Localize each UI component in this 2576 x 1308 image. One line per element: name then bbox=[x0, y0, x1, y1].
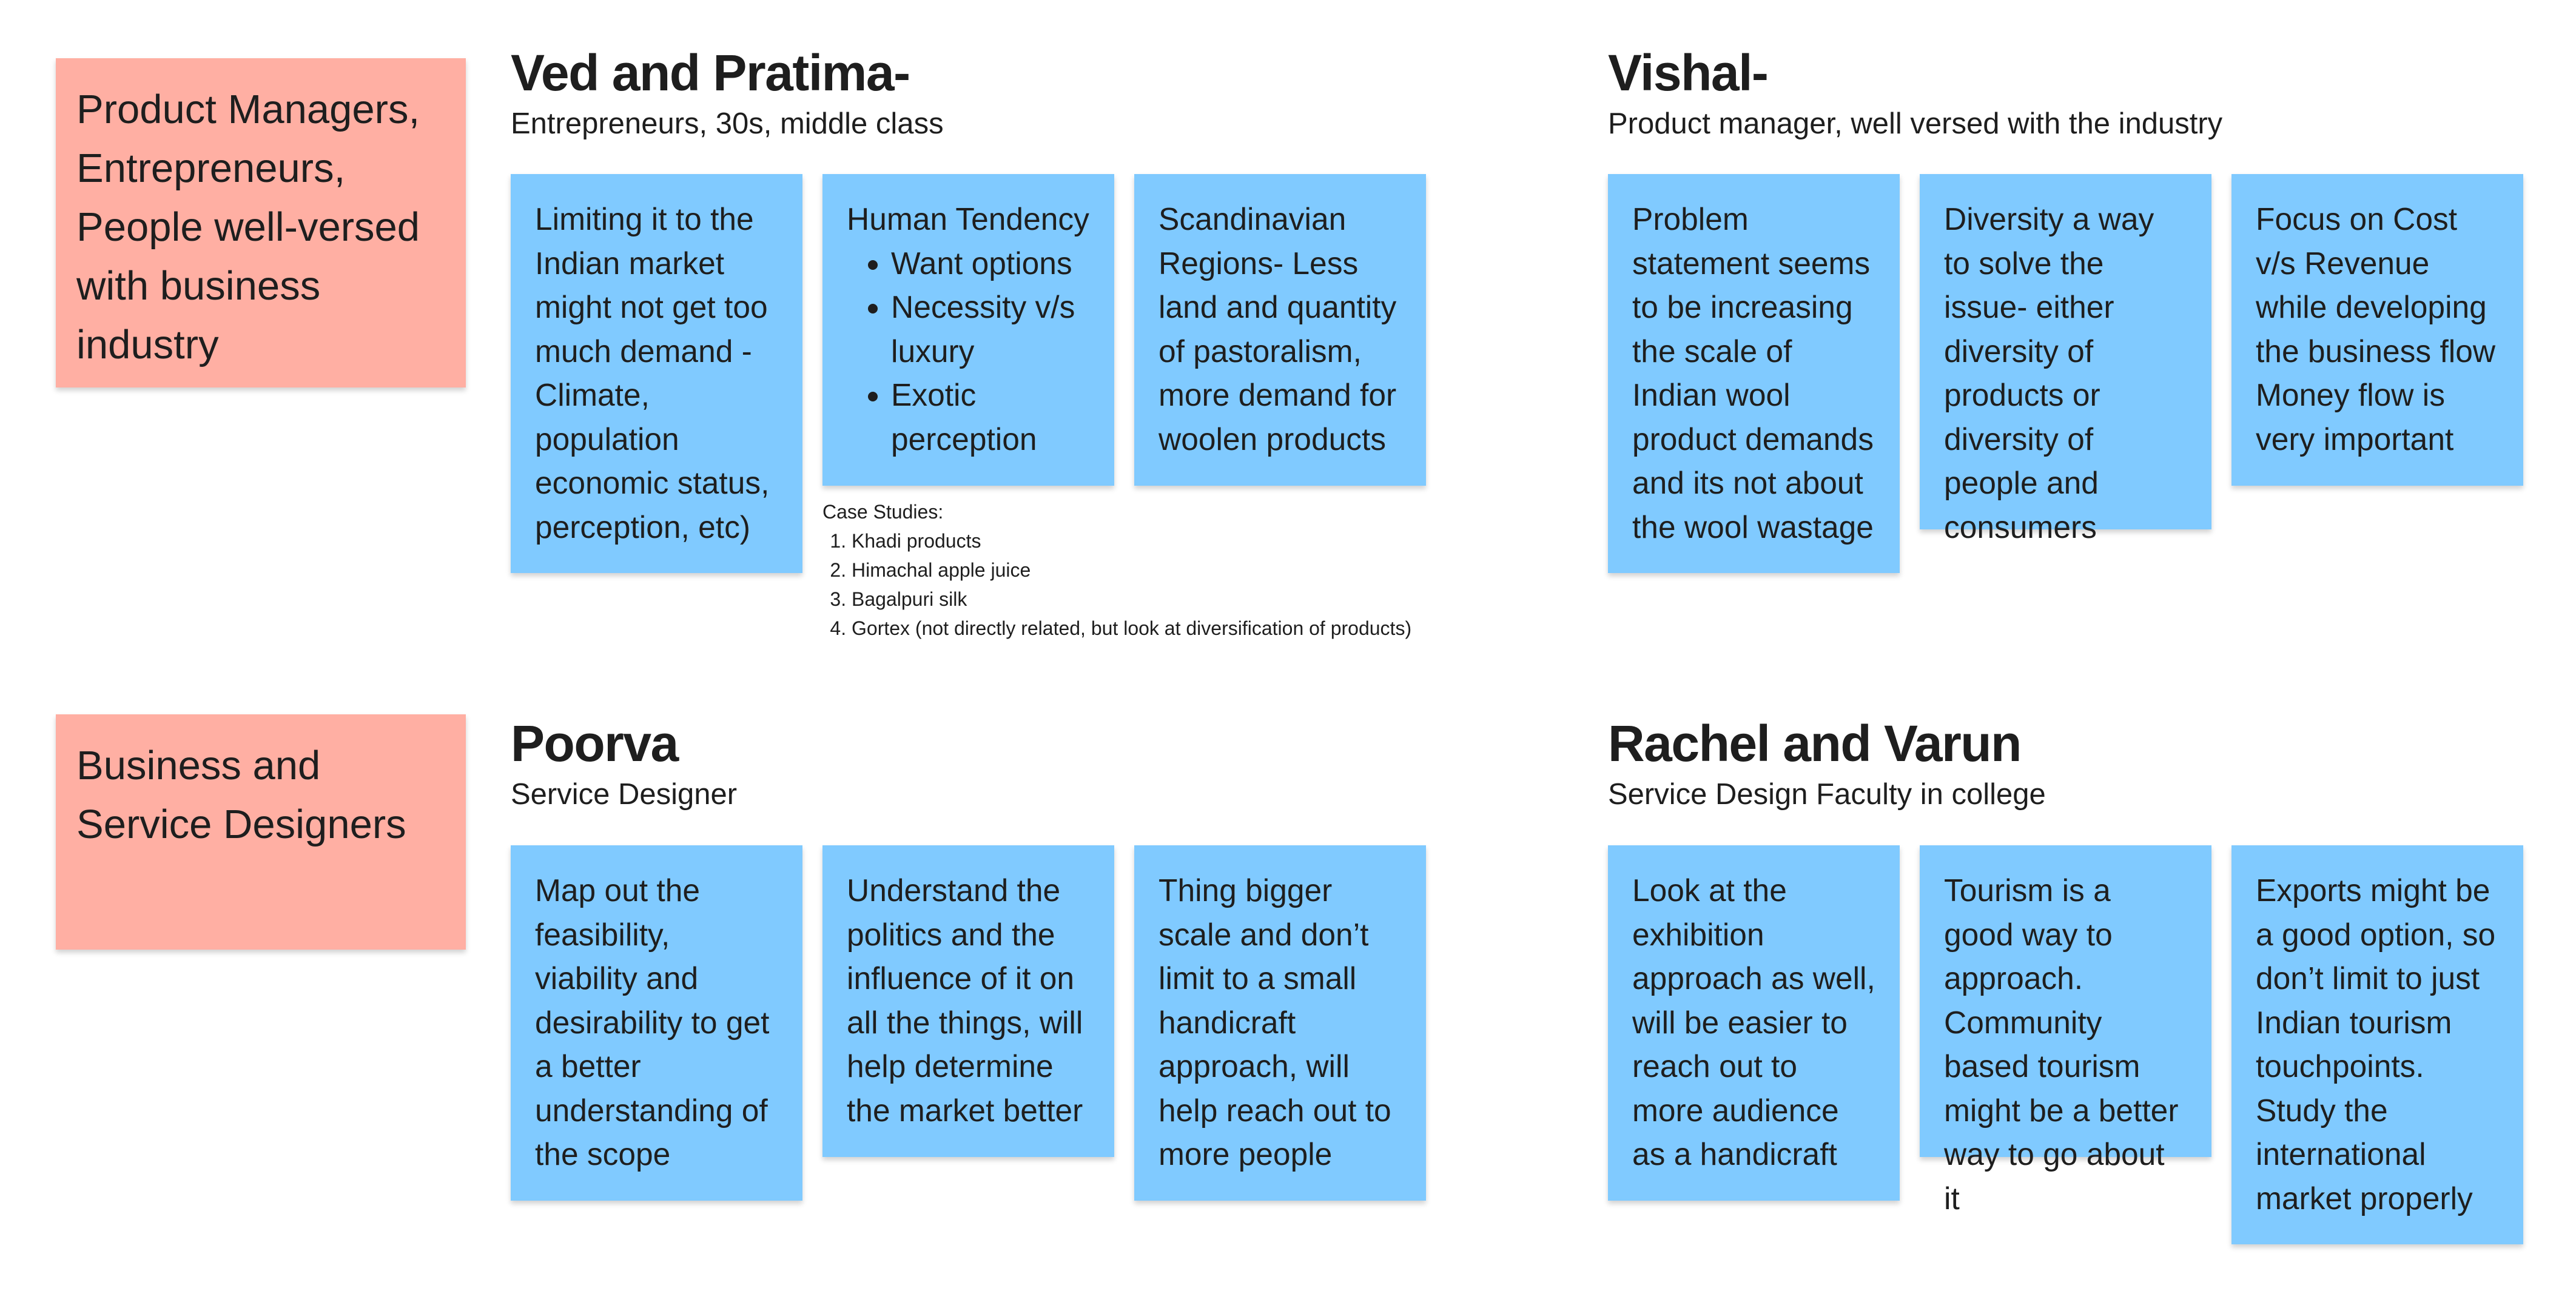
note-sticky[interactable] bbox=[1608, 174, 1900, 573]
note-sticky[interactable] bbox=[822, 845, 1114, 1157]
persona-name-ved-pratima: Ved and Pratima- bbox=[511, 44, 910, 101]
persona-name-vishal: Vishal- bbox=[1608, 44, 1768, 101]
note-sticky[interactable] bbox=[1608, 845, 1900, 1201]
note-text: Diversity a way to solve the issue- either diversity of products or diversity of people and consumers bbox=[1944, 201, 2154, 545]
note-bullet: • Necessity v/s luxury bbox=[891, 285, 1090, 373]
note-text: Scandinavian Regions- Less land and quantity of pastoralism, more demand for woolen products bbox=[1159, 201, 1397, 457]
persona-name-rachel-varun: Rachel and Varun bbox=[1608, 715, 2021, 772]
case-studies-list bbox=[822, 526, 1411, 643]
group-sticky-designers[interactable] bbox=[56, 714, 466, 950]
note-sticky[interactable] bbox=[1920, 174, 2211, 545]
note-text: Understand the politics and the influence of it on all the things, will help determine the market better bbox=[847, 873, 1083, 1128]
note-text: Map out the feasibility, viability and desirability to get a better understanding of the scope bbox=[535, 873, 770, 1172]
note-sticky[interactable] bbox=[2231, 845, 2523, 1244]
case-studies-title: Case Studies: bbox=[822, 501, 944, 523]
group-sticky-label: Business and Service Designers bbox=[76, 743, 406, 847]
note-sticky[interactable] bbox=[1134, 845, 1426, 1201]
note-sticky[interactable] bbox=[511, 174, 802, 573]
case-study-item: 2. Himachal apple juice bbox=[852, 555, 1411, 585]
group-sticky-product-managers[interactable] bbox=[56, 58, 466, 387]
case-study-item: 3. Bagalpuri silk bbox=[852, 585, 1411, 614]
note-bullet: • Want options bbox=[891, 241, 1090, 286]
persona-description-vishal: Product manager, well versed with the industry bbox=[1608, 107, 2223, 140]
persona-description-poorva: Service Designer bbox=[511, 778, 738, 811]
note-title: Human Tendency bbox=[847, 201, 1089, 236]
note-sticky[interactable] bbox=[822, 174, 1114, 486]
note-sticky[interactable] bbox=[2231, 174, 2523, 486]
persona-description-rachel-varun: Service Design Faculty in college bbox=[1608, 778, 2046, 811]
persona-description-ved-pratima: Entrepreneurs, 30s, middle class bbox=[511, 107, 944, 140]
note-sticky[interactable] bbox=[1134, 174, 1426, 486]
note-text: Tourism is a good way to approach. Community based tourism might be a better way to go about it bbox=[1944, 873, 2179, 1216]
note-text: Thing bigger scale and don’t limit to a small handicraft approach, will help reach out to more people bbox=[1159, 873, 1391, 1172]
case-study-item: 4. Gortex (not directly related, but look at diversification of products) bbox=[852, 614, 1411, 643]
note-text: Exports might be a good option, so don’t limit to just Indian tourism touchpoints. Study the international market properly bbox=[2256, 873, 2496, 1216]
note-text: Focus on Cost v/s Revenue while developing the business flow Money flow is very important bbox=[2256, 201, 2496, 457]
persona-name-poorva: Poorva bbox=[511, 715, 678, 772]
note-sticky[interactable] bbox=[511, 845, 802, 1201]
case-studies-text[interactable] bbox=[822, 497, 1411, 643]
note-text: Limiting it to the Indian market might not get too much demand -Climate, population economic status, perception, etc) bbox=[535, 201, 770, 545]
note-sticky[interactable] bbox=[1920, 845, 2211, 1216]
note-text: Problem statement seems to be increasing the scale of Indian wool product demands and its not about the wool wastage bbox=[1632, 201, 1874, 545]
note-bullet: • Exotic perception bbox=[891, 373, 1090, 461]
note-text: Look at the exhibition approach as well, will be easier to reach out to more audience as a handicraft bbox=[1632, 873, 1875, 1172]
group-sticky-label: Product Managers, Entrepreneurs, People well-versed with business industry bbox=[76, 87, 420, 367]
note-bullet-list bbox=[847, 241, 1090, 461]
case-study-item: 1. Khadi products bbox=[852, 526, 1411, 555]
